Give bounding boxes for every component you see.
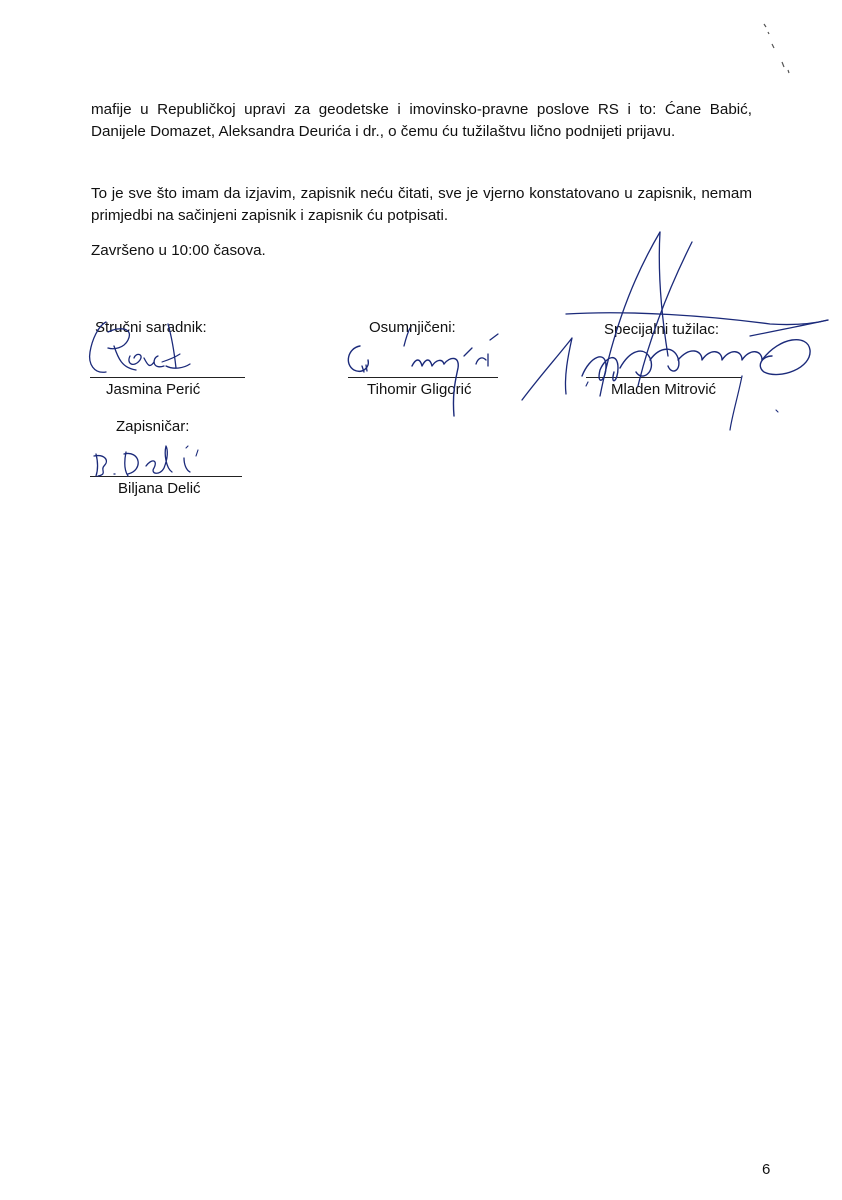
handwritten-signature-prosecutor [510, 226, 840, 436]
handwritten-signature-associate [78, 318, 198, 386]
signatory-name: Mladen Mitrović [611, 381, 717, 398]
body-paragraph: mafije u Republičkoj upravi za geodetske i imovinsko-pravne poslove RS i to: Ćane Babić, Danijele Domazet, Aleksandra Deurića i dr., o čemu ću tužilaštvu lično podnijeti prijavu. [91, 101, 752, 140]
completion-time: Završeno u 10:00 časova. [91, 242, 266, 259]
handwritten-signature-suspect [340, 320, 510, 420]
body-paragraph: To je sve što imam da izjavim, zapisnik neću čitati, sve je vjerno konstatovano u zapisnik, nemam primjedbi na sačinjeni zapisnik i zapisnik ću potpisati. [91, 185, 752, 224]
scan-mark-icon [760, 18, 800, 78]
page-number: 6 [762, 1161, 771, 1178]
signatory-name: Tihomir Gligorić [367, 381, 472, 398]
signatory-role: Zapisničar: [116, 418, 190, 435]
signatory-role: Stručni saradnik: [95, 319, 207, 336]
signatory-name: Jasmina Perić [106, 381, 201, 398]
signatory-name: Biljana Delić [118, 480, 201, 497]
signatory-role: Osumnjičeni: [369, 319, 456, 336]
signatory-role: Specijalni tužilac: [604, 321, 720, 338]
handwritten-signature-recorder [88, 440, 228, 484]
